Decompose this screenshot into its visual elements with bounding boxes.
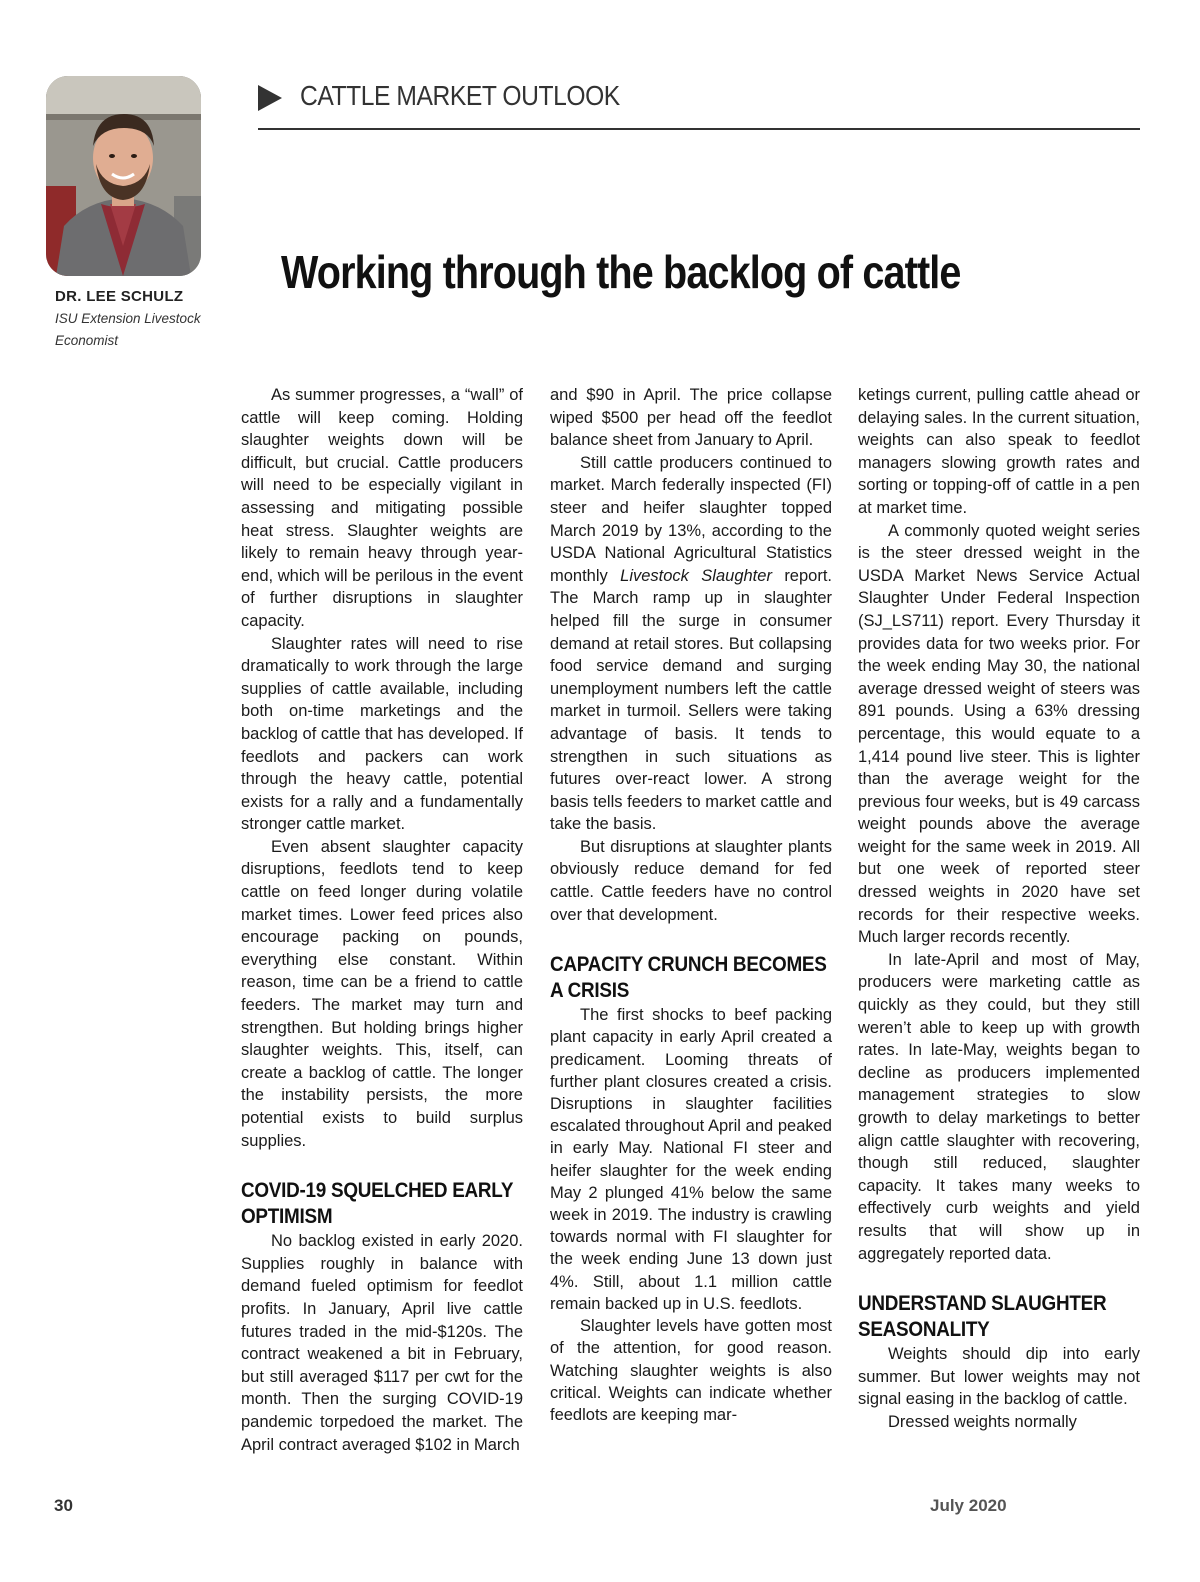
paragraph: A commonly quoted weight series is the steer dressed weight in the USDA Market News Service Actual Slaughter Under Federal Inspection (SJ_LS711) report. Every Thursday it provides data for two weeks prior. For the week ending May 30, the national average dressed weight of steers was 891 pounds. Using a 63% dressing percentage, this would equate to a 1,414 pound live steer. This is lighter than the average weight for the previous four weeks, but is 49 carcass weight pounds above the average weight for the same week in 2019. All but one week of reported steer dressed weights in 2020 have set records for their respective weeks. Much larger records recently.: [858, 521, 1140, 947]
subheading: CAPACITY CRUNCH BECOMES A CRISIS: [550, 953, 827, 1003]
paragraph: Slaughter levels have gotten most of the attention, for good reason. Watching slaughter weights is also critical. Weights can indicate whether feedlots are keeping mar-: [550, 1317, 832, 1424]
issue-date: July 2020: [930, 1496, 1007, 1515]
author-name: DR. LEE SCHULZ: [55, 288, 184, 305]
article-headline: Working through the backlog of cattle: [281, 246, 961, 298]
section-label: CATTLE MARKET OUTLOOK: [300, 80, 620, 111]
page-number: 30: [54, 1496, 73, 1515]
paragraph: As summer progresses, a “wall” of cattle will keep coming. Holding slaughter weights down will be difficult, but crucial. Cattle producers will need to be especially vigilant in assessing and mitigating possible heat stress. Slaughter weights are likely to remain heavy through year-end, which will be perilous in the event of further disruptions in slaughter capacity.: [241, 386, 523, 630]
article-column-3: [858, 384, 1140, 1434]
section-header: [258, 80, 1140, 130]
subheading: COVID-19 SQUELCHED EARLY OPTIMISM: [241, 1179, 513, 1229]
paragraph: and $90 in April. The price collapse wiped $500 per head off the feedlot balance sheet from January to April.: [550, 386, 832, 450]
author-byline: [55, 288, 225, 352]
author-title-line2: Economist: [55, 333, 119, 348]
paragraph: Weights should dip into early summer. But lower weights may not signal easing in the backlog of cattle.: [858, 1345, 1140, 1409]
paragraph: Dressed weights normally: [888, 1412, 1077, 1431]
paragraph: Even absent slaughter capacity disruptions, feedlots tend to keep cattle on feed longer during volatile market times. Lower feed prices also encourage packing on pounds, everything else constant. Within reason, time can be a friend to cattle feeders. The market may turn and strengthen. But holding brings higher slaughter weights. This, itself, can create a backlog of cattle. The longer the instability persists, the more potential exists to build surplus supplies.: [241, 837, 523, 1150]
author-title-line1: ISU Extension Livestock: [55, 311, 201, 326]
author-photo: [46, 76, 201, 276]
paragraph: ketings current, pulling cattle ahead or delaying sales. In the current situation, weights can also speak to feedlot managers slowing growth rates and sorting or topping-off of cattle in a pen at market time.: [858, 386, 1140, 517]
article-column-1: [241, 384, 523, 1456]
paragraph: Slaughter rates will need to rise dramatically to work through the large supplies of cattle available, including both on-time marketings and the backlog of cattle that has developed. If feedlots and packers can work through the heavy cattle, potential exists for a rally and a fundamentally stronger cattle market.: [241, 634, 523, 834]
paragraph: No backlog existed in early 2020. Supplies roughly in balance with demand fueled optimism for feedlot profits. In January, April live cattle futures traded in the mid-$120s. The contract weakened a bit in February, but still averaged $117 per cwt for the month. Then the surging COVID-19 pandemic torpedoed the market. The April contract averaged $102 in March: [241, 1232, 523, 1454]
paragraph: But disruptions at slaughter plants obviously reduce demand for fed cattle. Cattle feeders have no control over that development.: [550, 837, 832, 924]
play-arrow-icon: [258, 85, 282, 111]
paragraph-text: Still cattle producers continued to market. March federally inspected (FI) steer and heifer slaughter topped March 2019 by 13%, according to the USDA National Agricultural Statistics monthly: [550, 453, 832, 585]
paragraph: The first shocks to beef packing plant capacity in early April created a predicament. Looming threats of further plant closures created a crisis. Disruptions in slaughter facilities escalated throughout April and peaked in early May. National FI steer and heifer slaughter for the week ending May 2 plunged 41% below the same week in 2019. The industry is crawling towards normal with FI slaughter for the week ending June 13 down just 4%. Still, about 1.1 million cattle remain backed up in U.S. feedlots.: [550, 1006, 832, 1313]
author-title: [55, 308, 225, 352]
paragraph: In late-April and most of May, producers were marketing cattle as quickly as they could, but they still weren’t able to keep up with growth rates. In late-May, weights began to decline as producers implemented management strategies to slow growth to delay marketings to better align cattle slaughter with recovering, though still reduced, slaughter capacity. It takes many weeks to effectively curb weights and yield results that will show up in aggregately reported data.: [858, 950, 1140, 1263]
article-column-2: [550, 384, 832, 1426]
paragraph: [550, 452, 832, 836]
paragraph-text: report. The March ramp up in slaughter helped fill the surge in consumer demand at retail stores. But collapsing food service demand and surging unemployment numbers left the cattle market in turmoil. Sellers were taking advantage of basis. It tends to strengthen in such situations as futures over-react lower. A strong basis tells feeders to market cattle and take the basis.: [550, 566, 832, 834]
subheading: UNDERSTAND SLAUGHTER SEASONALITY: [858, 1292, 1107, 1342]
author-portrait-image: [46, 76, 201, 276]
publication-title: Livestock Slaughter: [620, 566, 772, 585]
